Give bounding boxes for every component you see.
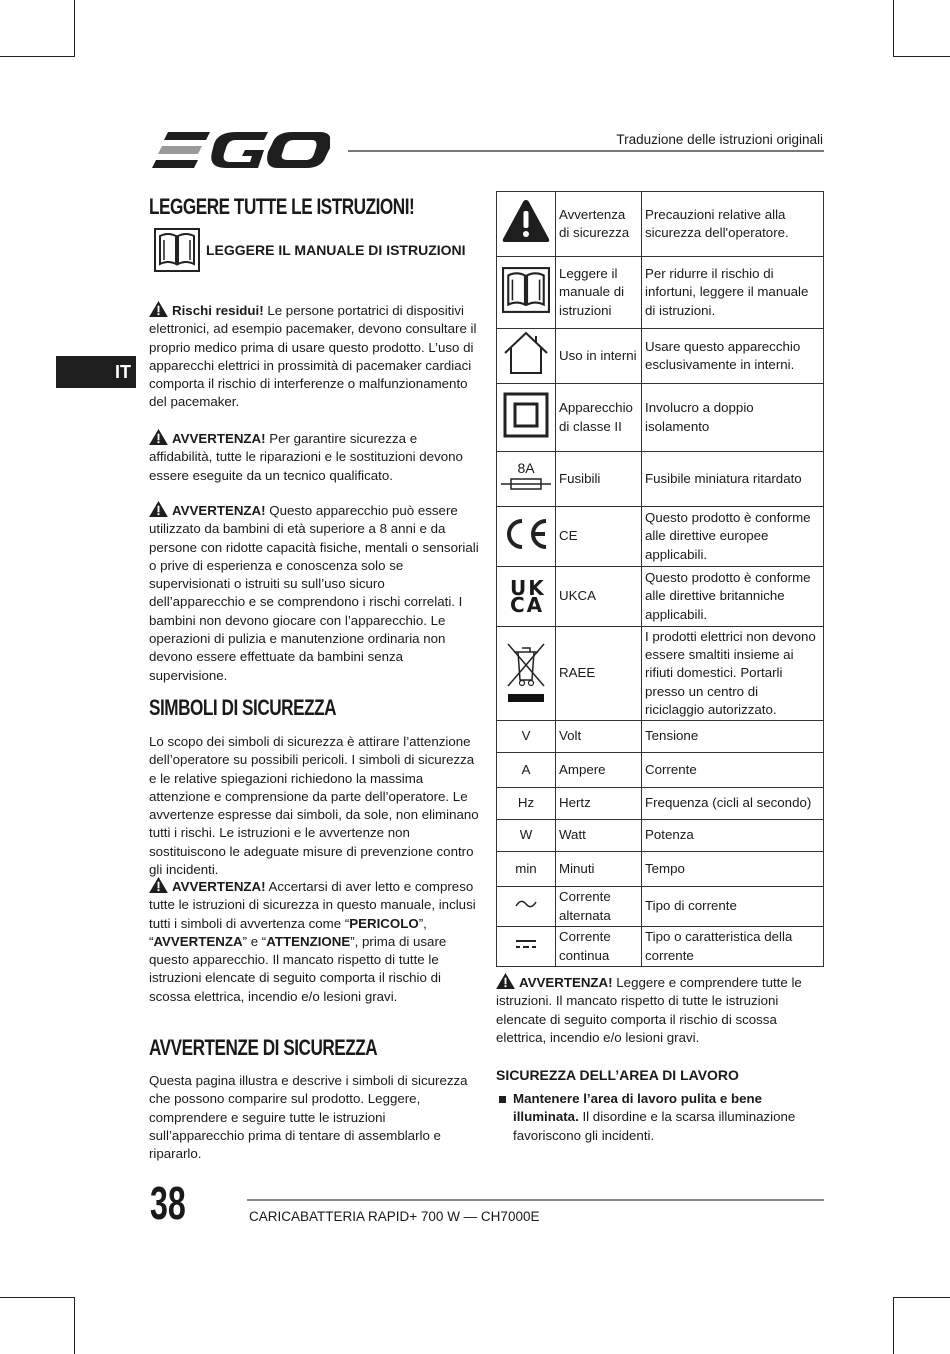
crop-mark	[0, 1297, 75, 1298]
symbol-name: Leggere il manuale di istruzioni	[556, 257, 642, 329]
warnings-intro-paragraph: Questa pagina illustra e descrive i simboli di sicurezza che possono comparire sul prodotto. Leggere, comprendere e seguire tutte le istruzioni sull’apparecchio prima di tentare di assemblarlo e ripararlo.	[149, 1073, 468, 1162]
warning-paragraph-4	[496, 973, 824, 1047]
symbol-description: Tempo	[642, 852, 824, 887]
footer-product-name: CARICABATTERIA RAPID+ 700 W — CH7000E	[249, 1209, 540, 1224]
bullet-bold-text: Mantenere l’area di lavoro pulita e bene illuminata.	[513, 1091, 763, 1125]
crop-mark	[893, 0, 894, 56]
header-rule	[348, 150, 824, 152]
ego-logo	[150, 130, 330, 172]
direct-current-icon	[514, 938, 538, 950]
language-tab: IT	[56, 356, 136, 388]
warning-triangle-icon	[149, 301, 168, 317]
section-title-warnings: AVVERTENZE DI SICUREZZA	[149, 1035, 378, 1060]
indoor-house-icon	[502, 331, 550, 375]
crop-mark	[893, 56, 950, 57]
symbol-name: RAEE	[556, 627, 642, 721]
fuse-rating: 8A	[517, 460, 535, 477]
warning-text: Accertarsi di aver letto e compreso tutte le istruzioni di sicurezza in questo manuale, inclusi tutti i simboli di avvertenza come “	[149, 879, 476, 931]
symbol-description: Tensione	[642, 721, 824, 753]
warning-triangle-icon	[149, 877, 168, 893]
crop-mark	[74, 0, 75, 56]
symbol-abbreviation: min	[497, 852, 556, 887]
symbol-description: Fusibile miniatura ritardato	[642, 452, 824, 507]
symbol-cell	[497, 384, 556, 452]
table-row	[497, 192, 824, 257]
class-ii-icon	[503, 392, 549, 438]
symbol-description: Involucro a doppio isolamento	[642, 384, 824, 452]
safety-symbols-table	[496, 191, 824, 967]
symbol-abbreviation: W	[497, 820, 556, 852]
warning-label: AVVERTENZA!	[172, 503, 266, 518]
warning-triangle-icon	[149, 501, 168, 517]
warning-paragraph-1	[149, 429, 479, 485]
weee-bin-icon	[504, 638, 548, 704]
table-row	[497, 852, 824, 887]
symbol-description: Precauzioni relative alla sicurezza dell'operatore.	[642, 192, 824, 257]
footer-rule	[247, 1199, 824, 1201]
warning-paragraph-2	[149, 501, 479, 685]
warning-text: Questo apparecchio può essere utilizzato da bambini di età superiore a 8 anni e da persone con ridotte capacità fisiche, mentali o sensoriali o prive di esperienza e conoscenza solo se supervisionati o istruiti su sull’uso sicuro dell’apparecchio e se comprendono i rischi correlati. I bambini non devono giocare con l’apparecchio. Le operazioni di pulizia e manutenzione ordinaria non devono essere effettuate da bambini senza supervisione.	[149, 503, 479, 683]
keyword-danger: PERICOLO	[349, 915, 419, 931]
alternating-current-icon	[514, 898, 538, 910]
bullet-icon	[499, 1096, 506, 1103]
warning-triangle-icon	[496, 973, 515, 989]
symbol-name: Hertz	[556, 788, 642, 820]
symbol-name: Corrente alternata	[556, 887, 642, 927]
table-row	[497, 567, 824, 627]
table-row	[497, 329, 824, 384]
manual-label: LEGGERE IL MANUALE DI ISTRUZIONI	[206, 241, 466, 258]
symbol-name: Corrente continua	[556, 927, 642, 967]
symbol-name: Avvertenza di sicurezza	[556, 192, 642, 257]
symbol-description: Potenza	[642, 820, 824, 852]
warning-text: ”, prima di usare questo apparecchio. Il mancato rispetto di tutte le istruzioni elencate di seguito comporta il rischio di scossa elettrica, incendio e/o lesioni gravi.	[149, 933, 447, 1004]
symbol-cell	[497, 627, 556, 721]
symbol-name: Uso in interni	[556, 329, 642, 384]
table-row	[497, 753, 824, 788]
manual-book-icon	[154, 228, 200, 272]
symbol-cell	[497, 329, 556, 384]
table-row	[497, 788, 824, 820]
symbol-name: Watt	[556, 820, 642, 852]
crop-mark	[893, 1297, 950, 1298]
symbol-name: Apparecchio di classe II	[556, 384, 642, 452]
symbol-description: Corrente	[642, 753, 824, 788]
crop-mark	[893, 1297, 894, 1354]
manual-book-icon	[502, 267, 550, 313]
list-item	[496, 1090, 824, 1145]
table-row	[497, 627, 824, 721]
residual-text: Le persone portatrici di dispositivi elettronici, ad esempio pacemaker, devono consultare il proprio medico prima di usare questo prodotto. L’uso di apparecchi elettrici in prossimità di pacemaker cardiaci comporta il rischio di interferenze o malfunzionamento del pacemaker.	[149, 303, 477, 410]
symbol-cell	[497, 887, 556, 927]
header-subtitle: Traduzione delle istruzioni originali	[616, 132, 823, 147]
table-row	[497, 887, 824, 927]
warning-label: AVVERTENZA!	[172, 431, 266, 446]
keyword-warning: AVVERTENZA	[153, 933, 243, 949]
warning-label: AVVERTENZA!	[519, 975, 613, 990]
table-row	[497, 257, 824, 329]
symbol-name: Volt	[556, 721, 642, 753]
symbol-description: Questo prodotto è conforme alle direttive britanniche applicabili.	[642, 567, 824, 627]
warning-paragraph-3	[149, 877, 479, 1006]
symbol-abbreviation: A	[497, 753, 556, 788]
ukca-mark-icon: UK CA	[510, 575, 546, 617]
symbol-cell	[497, 567, 556, 627]
residual-risk-paragraph	[149, 301, 479, 412]
symbol-description: Questo prodotto è conforme alle direttive europee applicabili.	[642, 507, 824, 567]
bullet-text: Il disordine e la scarsa illuminazione favoriscono gli incidenti.	[513, 1109, 796, 1143]
symbol-description: Per ridurre il rischio di infortuni, leggere il manuale di istruzioni.	[642, 257, 824, 329]
work-area-heading: SICUREZZA DELL’AREA DI LAVORO	[496, 1067, 739, 1083]
symbol-description: Frequenza (cicli al secondo)	[642, 788, 824, 820]
symbol-cell	[497, 192, 556, 257]
table-row	[497, 384, 824, 452]
symbol-abbreviation: Hz	[497, 788, 556, 820]
symbol-name: Fusibili	[556, 452, 642, 507]
symbol-name: Minuti	[556, 852, 642, 887]
ce-mark-icon	[503, 518, 549, 550]
symbol-name: Ampere	[556, 753, 642, 788]
warning-text: Leggere e comprendere tutte le istruzioni. Il mancato rispetto di tutte le istruzioni elencate di seguito comporta il rischio di scossa elettrica, incendio e/o lesioni gravi.	[496, 975, 802, 1045]
table-row	[497, 721, 824, 753]
symbol-description: Tipo o caratteristica della corrente	[642, 927, 824, 967]
section-title-symbols: SIMBOLI DI SICUREZZA	[149, 695, 337, 720]
crop-mark	[0, 56, 75, 57]
symbols-intro-paragraph: Lo scopo dei simboli di sicurezza è attirare l’attenzione dell’operatore su possibili pericoli. I simboli di sicurezza e le relative spiegazioni richiedono la massima attenzione e comprensione da parte dell’operatore. Le avvertenze espresse dai simboli, da sole, non eliminano tutti i rischi. Le istruzioni e le avvertenze non sostituiscono le adeguate misure di prevenzione contro gli incidenti.	[149, 734, 479, 878]
manual-notice	[154, 228, 466, 272]
page-number: 38	[150, 1177, 186, 1229]
symbol-description: Tipo di corrente	[642, 887, 824, 927]
warning-triangle-icon	[502, 199, 550, 243]
table-row	[497, 452, 824, 507]
crop-mark	[74, 1297, 75, 1354]
table-row	[497, 927, 824, 967]
table-row	[497, 820, 824, 852]
symbol-name: CE	[556, 507, 642, 567]
symbol-abbreviation: V	[497, 721, 556, 753]
warning-text: ” e “	[242, 933, 267, 949]
table-row	[497, 507, 824, 567]
warning-label: AVVERTENZA!	[172, 879, 266, 894]
section-title-read: LEGGERE TUTTE LE ISTRUZIONI!	[149, 194, 415, 219]
symbol-cell	[497, 257, 556, 329]
keyword-caution: ATTENZIONE	[266, 933, 351, 949]
warning-text: ”, “	[149, 915, 427, 949]
symbol-cell	[497, 927, 556, 967]
warning-text: Per garantire sicurezza e affidabilità, tutte le riparazioni e le sostituzioni devono essere eseguite da un tecnico qualificato.	[149, 431, 463, 483]
symbol-name: UKCA	[556, 567, 642, 627]
symbol-description: Usare questo apparecchio esclusivamente in interni.	[642, 329, 824, 384]
warning-triangle-icon	[149, 429, 168, 445]
residual-label: Rischi residui!	[172, 303, 264, 318]
symbol-cell	[497, 507, 556, 567]
symbol-description: I prodotti elettrici non devono essere smaltiti insieme ai rifiuti domestici. Portarli presso un centro di riciclaggio autorizzato.	[642, 627, 824, 721]
symbol-cell	[497, 452, 556, 507]
fuse-icon	[501, 476, 551, 492]
